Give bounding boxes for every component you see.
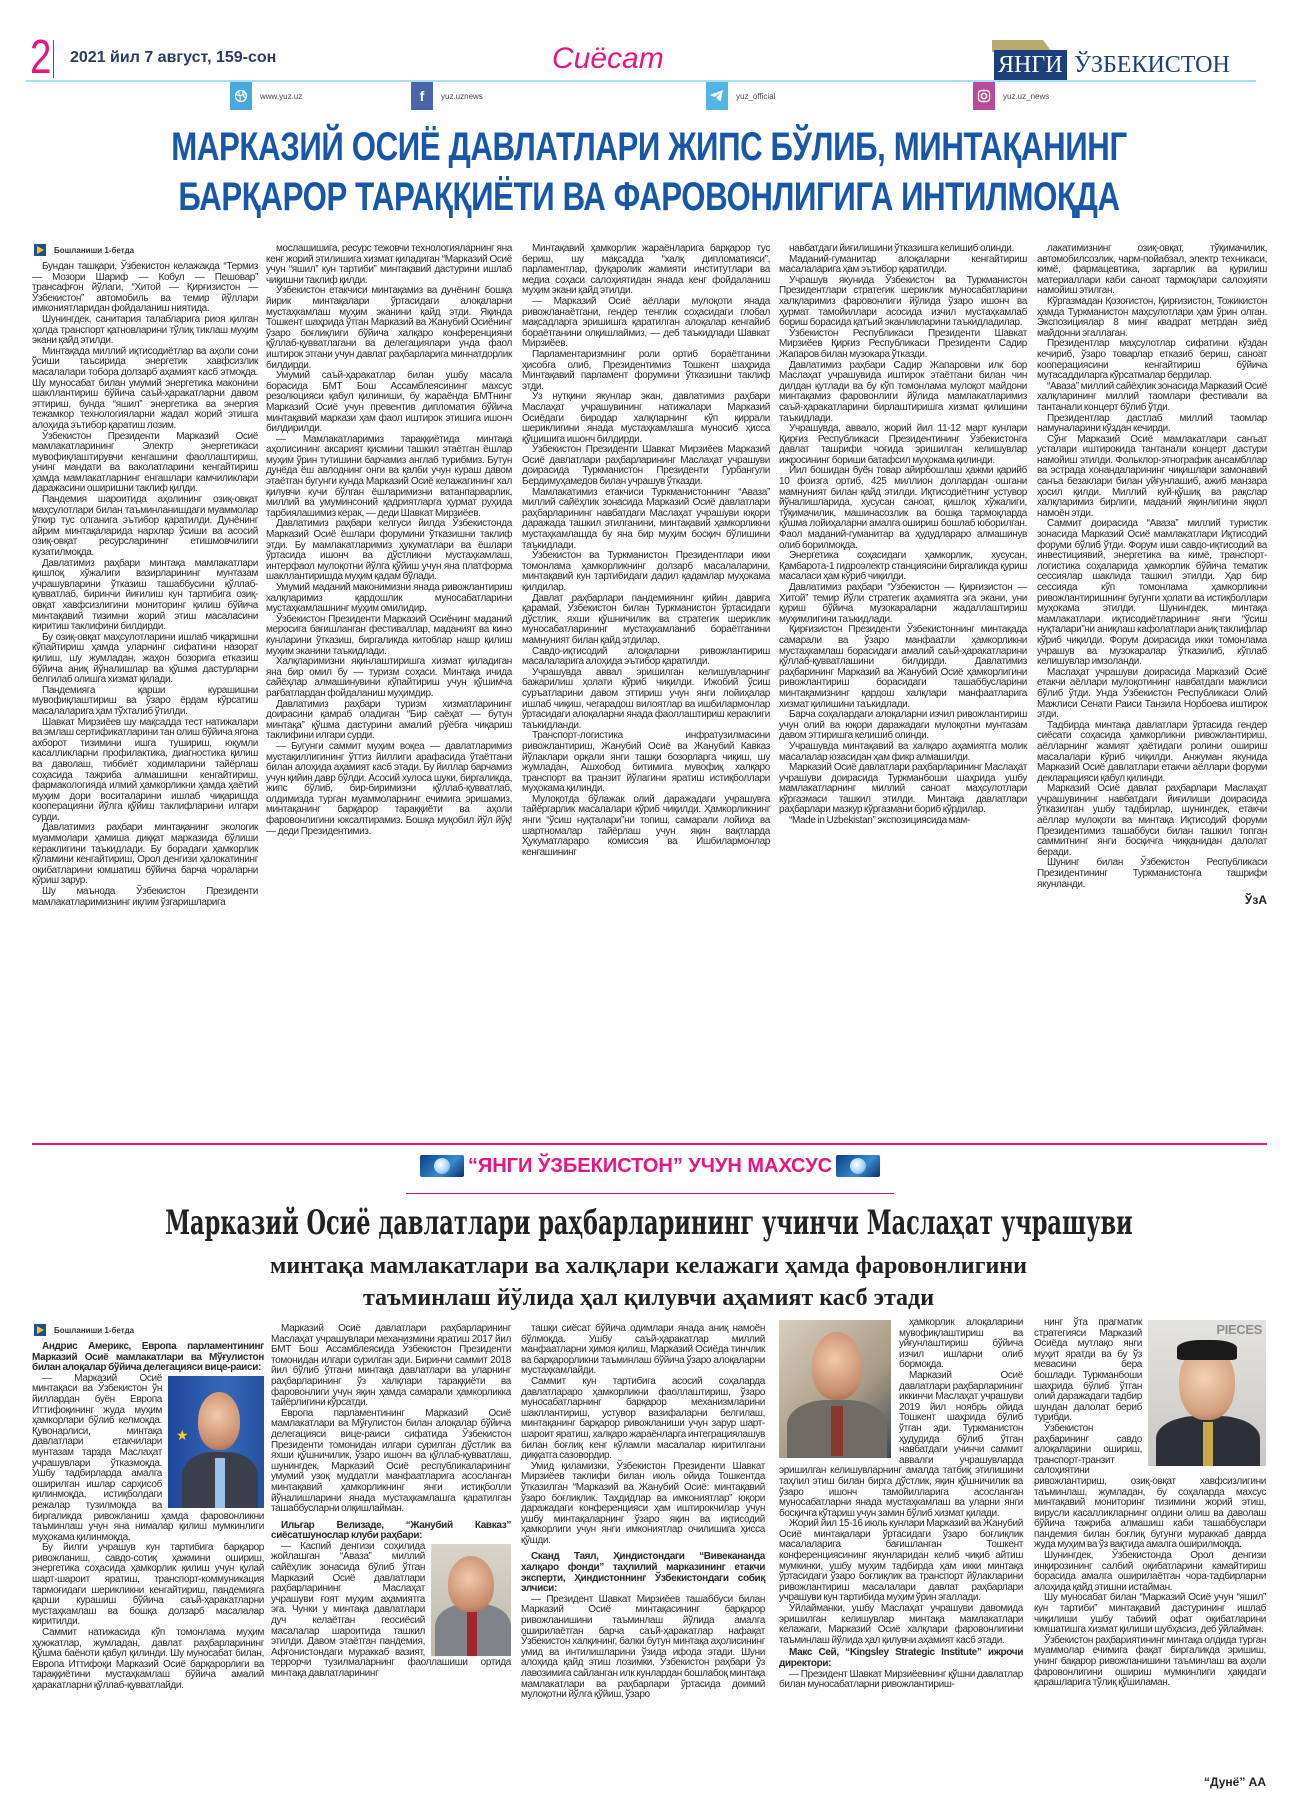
paragraph: Президентлар маҳсулотлар сифатини кўздан кечириб, ўзаро товарлар етказиб бериш, саноат кооперациясини кенгайтириш бўйича мутасаддиларга кўрсатмалар бердилар.	[1037, 338, 1267, 382]
paragraph: Мулоқотда бўлажак олий даражадаги учрашувга тайёргарлик масалалари кўриб чиқилди. Ҳамкорликнинг янги “ўсиш нуқталари”ни топиш, самарали лойиҳа ва шартномалар тайёрлаш учун яқин вақтларда Ҳукуматлараро комиссия ва Ишбилармонлар кенгашининг	[522, 793, 770, 858]
paragraph: — Президент Шавкат Мирзиёев ташаббуси билан Марказий Осиё минтақасининг барқарор ривожланишини таъминлаш йўлида амалга оширилаётган барча саъй-ҳаракатлар нафақат Ўзбекистон халқининг, балки бутун минтақа аҳолисининг умид ва интилишларини ўзида ифода этади. Шуни алоҳида қайд этиш лозимки, Ўзбекистон раҳбари ўз лавозимига сайланган илк кунлардан бошлабоқ минтақа мамлакатлари ва раҳбарлари ўртасида доимий мулоқотни йўлга қўйиш, ўзаро	[521, 1593, 765, 1701]
paragraph: Йил бошидан буён товар айирбошлаш ҳажми қарийб 10 фоизга ортиб, 425 миллион доллардан ошгани мамнуният билан қайд этилди. Иқтисодиётнинг устувор йўналишларида, хусусан саноат, қишлоқ хўжалиги, тўқимачилик, машинасозлик ва бошқа тармоқларда қўшма лойиҳаларни амалга ошириш бошлаб юборилган. Фаол маданий-гуманитар ва ҳудудлараро алмашинув олиб борилмоқда.	[779, 465, 1027, 551]
paragraph: Саммит натижасида кўп томонлама муҳим ҳужжатлар, жумладан, давлат раҳбарларининг Қўшма баёноти қабул қилинди. Шу муносабат билан, Европа Иттифоқи Марказий Осиё барқарорлиги ва тараққиётини мустаҳкамлаш бўйича амалий ҳаракатларни қўллаб-қувватлайди.	[32, 1627, 264, 1691]
photo-watermark: PIECES	[1216, 1322, 1262, 1337]
paragraph: Жорий йил 15-16 июль кунлари Марказий ва Жанубий Осиё минтақалари ўртасидаги ўзаро боғлиқлик масалаларига бағишланган Тошкент конференциясининг якунларидан келиб чиқиб айтиш мумкинки, ушбу муҳим тадбирда ҳам икки минтақа ўртасидаги ўзаро боғлиқлик ва транспорт йўлакларини ривожлантириш масалалари давлат раҳбарлари учрашуви кун тартибида муҳим ўрин эгаллади.	[779, 1518, 1023, 1604]
paragraph: Бундан ташқари, Ўзбекистон келажакда “Термиз — Мозори Шариф — Кобул — Пешовар” трансафғон йўлаги, “Хитой — Қирғизистон — Ўзбекистон” автомобиль ва темир йўллари имкониятларидан фойдаланиш ниятида.	[32, 261, 258, 315]
section-divider	[32, 1143, 1267, 1145]
paragraph: Учрашув якунида Ўзбекистон ва Туркманистон Президентлари стратегик шериклик муносабатларини халқларимиз фаровонлиги йўлида ўзаро ишонч ва ҳурмат тамойиллари асосида изчил мустаҳкамлаб бориш борасида қатъий эканликларини таъкидладилар.	[779, 274, 1027, 329]
paragraph: Давлатимиз раҳбари келгуси йилда Ўзбекистонда Марказий Осиё ёшлари форумини ўтказишни таклиф этди. Бу мамлакатларимиз ҳукуматлари ва ёшлари ўртасида ишонч ва дўстликни мустаҳкамлаш, интерфаол мулоқотни йўлга қўйиш учун яна платформа шакллантиришда муҳим қадам бўлади.	[266, 518, 512, 583]
issue-date: 2021 йил 7 август, 159-сон	[70, 49, 277, 66]
paragraph: Ўзбекистон ва Туркманистон Президентлари икки томонлама ҳамкорликнинг долзарб масалаларини, минтақавий кун тартибидаги дадил қадамлар муҳокама қилдилар.	[522, 550, 770, 593]
hair-shape	[1177, 1340, 1237, 1360]
paragraph: Шунингдек, санитария талабларига риоя қилган ҳолда транспорт қатновларини тўлиқ тиклаш муҳим экани қайд этилди.	[32, 313, 258, 347]
paragraph: Маданий-гуманитар алоқаларни кенгайтириш масалаларига ҳам эътибор қаратилди.	[779, 253, 1027, 276]
paragraph: Ўзбекистон раҳбарининг савдо алоқаларини ошириш, транспорт-транзит салоҳиятини ривожлантириш, озиқ-овқат хавфсизлигини таъминлаш, жумладан, бу соҳаларда махсус минтақавий мониторинг тизимини жорий этиш, вирусли касалликларнинг олдини олиш ва даволаш бўйича тажриба алмашиш каби ташаббуслари пандемия билан боғлиқ бугунги мураккаб даврда жуда муҳим ва ўз вақтида амалга оширилмоқда.	[1034, 1422, 1266, 1551]
paragraph: лакатимизнинг озиқ-овқат, тўқимачилик, автомобилсозлик, чарм-пойабзал, электр техникаси, кимё, фармацевтика, заргарлик ва қурилиш материаллари каби саноат тармоқлари салоҳияти намойиш этилган.	[1037, 243, 1267, 297]
paragraph: Президентлар дастлаб миллий таомлар намуналарини кўздан кечирди.	[1037, 412, 1267, 435]
paragraph: Минтақавий ҳамкорлик жараёнларига барқарор тус бериш, шу мақсадда “халқ дипломатияси”, парламентлар, фуқаролик жамияти институтлари ва медиа соҳаси салоҳиятидан янада кенг фойдаланиш муҳим экани қайд этилди.	[522, 243, 770, 297]
masthead	[26, 31, 1256, 84]
instagram-icon	[973, 82, 995, 110]
paragraph: ҳамкорлик алоқаларини мувофиқлаштириш ва уйғунлаштириш бўйича изчил ишларни олиб бормоқда.	[899, 1317, 1023, 1371]
article2-signature: “Дунё” АА	[1204, 1775, 1266, 1789]
paragraph: Маслаҳат учрашуви доирасида Марказий Осиё етакчи аёллари мулоқотининг навбатдаги мажлиси бўлиб ўтди. Унда Ўзбекистон Республикаси Олий Мажлиси Сенати Раиси Танзила Норбоева иштирок этди.	[1037, 666, 1267, 721]
photo-skand-tayal	[779, 1320, 891, 1458]
paragraph: Марказий Осиё давлат раҳбарлари Маслаҳат учрашувининг навбатдаги йиғилиши доирасида ўтказилган ушбу тадбирлар, шунингдек, етакчи аёллар мулоқоти ва минтақа Иқтисодий форуми Президентимиз ташаббуси билан ташкил топган саммитнинг янги босқичга чиққанидан далолат беради.	[1037, 783, 1267, 858]
paragraph: Учрашувда минтақавий ва халқаро аҳамиятга молик масалалар юзасидан ҳам фикр алмашилди.	[779, 740, 1027, 763]
paragraph: Умид қиламизки, Ўзбекистон Президенти Шавкат Мирзиёев таклифи билан июль ойида Тошкентда ўтказилган “Марказий ва Жанубий Осиё: минтақавий ўзаро боғлиқлик. Таҳдидлар ва имкониятлар” юқори даражадаги конференцияси ҳам иштирокчилар учун ушбу минтақаларнинг ўзаро яқин ва иқтисодий ҳамкорлиги учун янги имкониятлар очилишига ҳисса қўшди.	[521, 1460, 765, 1546]
paragraph: — Бугунги саммит муҳим воқеа — давлатларимиз мустақиллигининг ўттиз йиллиги арафасида ўтаётгани билан алоҳида аҳамият касб этади. Бу йиллар барчамиз учун қийин давр бўлди. Асосий хулоса шуки, биргаликда, жипс бўлиб, бир-биримизни қўллаб-қувватлаб, олдимизда турган муаммоларнинг ечимига эришамиз, минтақанинг барқарор тараққиёти ва аҳоли фаровонлигини юксалтирамиз. Бошқа муқобил йўл йўқ! — деди Президентимиз.	[266, 740, 512, 837]
social-link-label: yuz.uznews	[441, 91, 483, 101]
paragraph: — Марказий Осиё минтақаси ва Ўзбекистон ўн йиллардан буён Европа Иттифоқининг жуда муҳим ҳамкорлари бўлиб келмоқда. Қувонарлиси, минтақа давлатлари етакчилари мунтазам тарзда Маслаҳат учрашувлари ўтказмоқда. Ушбу тадбирларда амалга оширилган ишлар сарҳисоб қилинмоқда, истиқболдаги режалар тузилмоқда ва биргаликда ривожланиш ҳамда фаровонликни таъминлаш учун яна нималар қилиш мумкинлиги муҳокама қилинмоқда.	[32, 1372, 264, 1543]
paragraph: Шу маънода Ўзбекистон Президенти мамлакатларимизнинг иқлим ўзгаришларига	[32, 886, 258, 908]
quote-attribution: Ильгар Велизаде, “Жанубий Кавказ” сиёсатшунослар клуби раҳбари:	[271, 1519, 511, 1542]
paragraph: Мамлакатимиз етакчиси Туркманистоннинг “Аваза” миллий сайёҳлик зонасида Марказий Осиё давлатлари раҳбарларининг навбатдаги Маслаҳат учрашуви юқори даражада ташкил этилганини, минтақавий ҳамкорликни мустаҳкамлашда бу яна бир муҳим босқич бўлишини таъкидлади.	[522, 486, 770, 551]
paragraph: нинг ўта прагматик стратегияси Марказий Осиёда мутлақо янги муҳит яратди ва бу ўз мевасини бера бошлади. Туркманбоши шаҳрида бўлиб ўтган олий даражадаги тадбир шундан далолат бериб турибди.	[1034, 1317, 1142, 1424]
photo-max-sei	[1148, 1320, 1266, 1466]
social-links-bar	[26, 82, 1256, 112]
continued-label: Бошланиши 1-бетда	[54, 1325, 135, 1335]
paragraph: Минтақада миллий иқтисодиётлар ва аҳоли сони ўсиши таъсирида энергетик хавфсизлик масалалари тобора долзарб аҳамият касб этмоқда. Шу муносабат билан умумий энергетика маконини шакллантириш бўйича саъй-ҳаракатларни давом эттириш, бунда “яшил” энергетика ва энергия тежамкор технологияларни жадал жорий этишга алоҳида эътибор қаратиш лозим.	[32, 345, 258, 431]
article2-column-2	[271, 1324, 511, 1680]
continued-note	[34, 244, 134, 256]
article2-column-4	[779, 1318, 1023, 1691]
paragraph: Ўз нутқини якунлар экан, давлатимиз раҳбари Маслаҳат учрашувининг натижалари Марказий Осиёдаги биродар халқларнинг кўп қиррали шериклигини янада мустаҳкамлашга муносиб ҳисса қўшишига ишонч билдирди.	[522, 391, 770, 445]
paragraph: Ўзбекистон Республикаси Президенти Шавкат Мирзиёев Қирғиз Республикаси Президенти Садир Жапаров билан музокара ўтказди.	[779, 327, 1027, 360]
continued-label: Бошланиши 1-бетда	[54, 245, 135, 255]
article2-column-2-text	[271, 1324, 511, 1515]
quote-attribution: Андрис Америкс, Европа парламентининг Марказий Осиё мамлакатлари ва Мўғулистон билан алоқалар бўйича делегацияси вице-раиси:	[32, 1341, 264, 1374]
article-headline-wrap	[20, 122, 1277, 232]
telegram-icon	[706, 82, 728, 110]
paragraph: Кўргазмадан Қозоғистон, Қирғизистон, Тожикистон ҳамда Туркманистон маҳсулотлари ҳам ўрин олган. Экспозициялар 8 минг квадрат метрдан зиёд майдонни эгаллаган.	[1037, 295, 1267, 339]
paragraph: Шунинг билан Ўзбекистон Республикаси Президентининг Туркманистонга ташрифи якунланди.	[1037, 857, 1267, 890]
article-column-5	[1037, 244, 1267, 890]
web-icon	[230, 82, 252, 110]
paragraph: Ўзбекистон Президенти Марказий Осиё мамлакатларининг Электр энергетикаси мувофиқлаштирувчи кенгашини фаоллаштириш, унинг мандати ва ваколатларини кенгайтириш ҳамда мамлакатларнинг енгашлари камчиликлари даражасини оширишни таклиф қилди.	[32, 430, 258, 495]
article2-column-3	[521, 1324, 765, 1701]
article-column-4	[779, 244, 1027, 827]
photo-andris-ameriks	[168, 1376, 264, 1508]
article2-column-3-text	[521, 1324, 765, 1546]
section-title: Сиёсат	[552, 42, 664, 75]
article-column-1	[32, 262, 258, 908]
quote-attribution: Сканд Таял, Ҳиндистондаги “Вивекананда халқаро фонди” таҳлилий марказининг етакчи эксперти, Ҳиндистоннинг Ўзбекистондаги собиқ элчиси:	[521, 1551, 765, 1595]
paragraph: Ўзбекистон раҳбариятининг минтақа олдида турган муаммолар ечимига фақат биргаликда эришиш, унинг бақарор ривожланишини таъминлаш ва аҳоли фаровонлигини ошириш мумкинлиги ҳақидаги қарашларига тўлиқ қўшиламан.	[1034, 1634, 1266, 1689]
paragraph: — Президент Шавкат Мирзиёевнинг қўшни давлатлар билан муносабатларни ривожлантириш-	[779, 1668, 1023, 1691]
article-signature: ЎзА	[1244, 893, 1267, 908]
article2-column-4-text-2	[779, 1670, 1023, 1691]
quote-attribution: Макс Сей, “Kingsley Strategic Institute” ижрочи директори:	[779, 1647, 1023, 1669]
social-link-facebook[interactable]	[411, 82, 483, 110]
social-link-web[interactable]	[230, 82, 302, 110]
paragraph: Шу муносабат билан “Марказий Осиё учун “яшил” кун тартиби” минтақавий дастурининг ишлаб чиқилиши ушбу табиий офат оқибатларини юмшатишга хизмат қилиши шубҳасиз, деб ўйлайман.	[1034, 1592, 1266, 1636]
paragraph: — Мамлакатларимиз тараққиётида минтақа аҳолисининг аксарият қисмини ташкил этаётган ёшлар муҳим ўрин тутишини барчамиз англаб турибмиз. Бутун дунёда ёш авлоднинг онги ва қалби учун кураш давом этаётган бугунги кунда Марказий Осиё келажагининг хал қилувчи кучи бўлган ёшларимизни ватанпарварлик, миллий ва умуминсоний қадриятларга ҳурмат руҳида тарбиялашимиз керак, — деди Шавкат Мирзиёев.	[266, 433, 512, 519]
social-link-label: www.yuz.uz	[260, 91, 303, 101]
article2-column-1	[32, 1342, 264, 1692]
paragraph: Транспорт-логистика инфратузилмасини ривожлантириш, Жанубий Осиё ва Жанубий Кавказ йўлаклари орқали янги ташқи бозорларга чиқиш, шу жумладан, Ашхобод битимига мувофиқ халқаро транспорт ва транзит йўлагини яратиш истиқболлари муҳокама қилинди.	[522, 730, 770, 795]
paragraph: Савдо-иқтисодий алоқаларни ривожлантириш масалаларига алоҳида эътибор қаратилди.	[522, 645, 770, 668]
globe-icon	[420, 1155, 464, 1177]
paragraph: Саммит доирасида “Аваза” миллий туристик зонасида Марказий Осиё мамлакатлари Иқтисодий форуми бўлиб ўтди. Форум иши савдо-иқтисодий ва инвестициявий, энергетика ва кимё, транспорт-логистика соҳаларида ҳамкорлик бўйича тематик сессиялар шаклида ташкил этилди. Ҳар бир сессияда кўп томонлама ҳамкорликни ривожлантиришнинг бугунги ҳолати ва истиқболлари муҳокама этилди. Шунингдек, минтақа мамлакатлари иқтисодиётларининг янги “ўсиш нуқталари”ни аниқлаш кафолатлари аниқ таклифлар кўриб чиқилди. Форум доирасида икки томонлама учрашув ва музокаралар ўтказилиб, кўплаб келишувлар имзоланди.	[1037, 518, 1267, 668]
paragraph: Умумий маданий маконимизни янада ривожлантириш халқларимиз қардошлик муносабатларини мустаҳкамлашнинг муҳим омилидир.	[266, 582, 512, 615]
page-number: 2	[30, 31, 52, 84]
special-banner-text: “ЯНГИ ЎЗБЕКИСТОН” УЧУН МАХСУС	[467, 1154, 833, 1177]
social-link-label: yuz_official	[736, 91, 776, 101]
paragraph: Саммит кун тартибига асосий соҳаларда давлатлараро ҳамкорликни фаоллаштириш, ўзаро муносабатларнинг барқарор механизмларини шакллантириш, устувор вазифаларни белгилаш, минтақанинг барқарор ривожланиши учун зарур шарт-шароит яратиш, халқаро жараёнларга интеграциялашув билан боғлиқ кенг кўламли масалалар киритилгани диққатга сазовордир.	[521, 1375, 765, 1462]
paragraph: Ўзбекистон Президенти Марказий Осиёнинг маданий меросига бағишланган фестиваллар, маданият ва кино кунларини ўтказиш, биргаликда китоблар нашр қилиш муҳим эканини таъкидлади.	[266, 613, 512, 657]
paragraph: Давлатимиз раҳбари “Ўзбекистон — Қирғизистон — Хитой” темир йўли стратегик аҳамиятга эга экани, уни қуриш бўйича музокараларни жадаллаштириш муҳимлигини таъкидлади.	[779, 582, 1027, 625]
paragraph: Давлат раҳбарлари пандемиянинг қийин даврига қарамай, Ўзбекистон билан Туркманистон ўртасидаги дўстлик, яхши қўшничилик ва стратегик шериклик муносабатларининг мустаҳкамланиб бораётганини мамнуният билан қайд этдилар.	[522, 592, 770, 646]
eu-star-icon: ★	[176, 1426, 189, 1443]
paragraph: Пандемияга қарши курашишни мувофиқлаштириш ва ўзаро ёрдам кўрсатиш масалаларига ҳам тўхталиб ўтилди.	[32, 684, 258, 717]
deck-line-2: таъминлаш йўлида ҳал қилувчи аҳамият касб этади	[362, 1285, 935, 1311]
logo-text: ЎЗБЕКИСТОН	[1074, 52, 1230, 78]
article2-column-5	[1034, 1318, 1266, 1689]
special-banner	[400, 1151, 900, 1181]
social-link-telegram[interactable]	[706, 82, 775, 110]
paragraph: Барча соҳалардаги алоқаларни изчил ривожлантириш учун олий ва юқори даражадаги мулоқотни мунтазам давом эттиришга келишиб олинди.	[779, 709, 1027, 742]
continued-note	[34, 1324, 134, 1336]
paragraph: Марказий Осиё давлатлари раҳбарларининг Маслаҳат учрашуви доирасида Туркманбоши шаҳрида ушбу мамлакатларнинг миллий саноат маҳсулотлари кўргазмаси ташкил этилди. Минтақа давлатлари раҳбарлари мазкур кўргазмани бориб кўрдилар.	[779, 762, 1027, 816]
article-column-2	[266, 244, 512, 837]
paragraph: Ўзбекистон етакчиси минтақамиз ва дунёнинг бошқа йирик минтақалари ўртасидаги алоқаларни мустаҳкамлаш муҳим эканини қайд этди. Яқинда Тошкент шаҳрида ўтган Марказий ва Жанубий Осиёнинг ўзаро боғлиқлиги бўйича халқаро конференцияни қўллаб-қувватлагани ва делегациялари унда фаол иштирок этгани учун давлат раҳбарларига миннатдорлик билдирди.	[266, 285, 512, 371]
paragraph: Бу йилги учрашув кун тартибига барқарор ривожланиш, савдо-сотиқ ҳажмини ошириш, энергетика соҳасида ҳамкорлик қилиш учун қулай шарт-шароит яратиш, транспорт-коммуникация тармоғидаги шерикликни кенгайтириш, пандемияга қарши курашиш бўйича саъй-ҳаракатларни мустаҳкамлаш ва бошқа долзарб масалалар киритилди.	[32, 1542, 264, 1628]
newspaper-logo[interactable]	[992, 40, 1256, 78]
paragraph: Марказий Осиё давлатлари раҳбарларининг Маслаҳат учрашувлари механизмини яратиш 2017 йил БМТ Бош Ассамблеясида Ўзбекистон Президенти томонидан илгари сурилган эди. Биринчи саммит 2018 йил бўлиб ўтгани минтақа давлатлари ва уларнинг раҳбарларининг ўз халқлари тараққиёти ва фаровонлиги учун яқин ҳамда самарали ҳамкорликка тайёрлигини кўрсатди.	[271, 1323, 511, 1409]
facebook-icon: f	[411, 82, 433, 110]
play-arrow-icon	[34, 1324, 46, 1336]
paragraph: Ўзбекистон Президенти Шавкат Мирзиёев Марказий Осиё давлатлари раҳбарларининг Маслаҳат учрашуви доирасида Туркманистон Президенти Гурбангули Бердимуҳамедов билан учрашув ўтказди.	[522, 444, 770, 488]
paragraph: “Аваза” миллий сайёҳлик зонасида Марказий Осиё халқларининг миллий таомлари фестивали ва тантанали концерт бўлиб ўтди.	[1037, 380, 1267, 413]
paragraph: “Made in Uzbekistan” экспозициясида мам-	[789, 815, 971, 827]
article2-column-3-text-2	[521, 1595, 765, 1701]
paragraph: Давлатимиз раҳбари Садир Жапаровни илк бор Маслаҳат учрашувида иштирок этаётгани билан чин дилдан қутлади ва бу кўп томонлама мулоқот майдони минтақамиз фаровонлиги йўлида мамлакатларимиз саъй-ҳаракатларини бирлаштиришга хизмат қилишини таъкидлади.	[779, 359, 1027, 424]
paragraph: — Марказий Осиё аёллари мулоқоти янада ривожланаётгани, гендер тенглик соҳасидаги глобал мақсадларга эришишга қаратилган алоқалар кенгайиб бораётганини олқишлаймиз, — деб таъкидлади Шавкат Мирзиёев.	[522, 295, 770, 350]
paragraph: Қирғизистон Президенти Ўзбекистоннинг минтақада самарали ва ўзаро манфаатли ҳамкорликни мустаҳкамлаш борасидаги амалий саъй-ҳаракатларини қўллаб-қувватлашини билдирди. Давлатимиз раҳбарининг Марказий ва Жанубий Осиё ҳамкорлигини ривожлантириш борасидаги ташаббусларини минтақамизнинг қардош халқлари манфаатларига хизмат қилишини таъкидлади.	[779, 624, 1027, 710]
paragraph: Халқларимизни яқинлаштиришга хизмат қиладиган яна бир омил бу — туризм соҳаси. Минтақа ичида сайёҳлар алмашинувини кўпайтириш учун қўшимча рағбатлардан фойдаланиш муҳимдир.	[266, 656, 512, 699]
photo-ilgar-velizade	[431, 1544, 511, 1656]
social-link-instagram[interactable]	[973, 82, 1049, 110]
paragraph: Сўнг Марказий Осиё мамлакатлари санъат усталари иштирокида тантанали концерт дастури намойиш этилди. Фольклор-этнографик ансамбллар ва эстрада хонандаларининг чиқишлари замонавий санъа безаклари билан уйғунлашиб, ажиб манзара ҳосил қилди. Миллий куй-қўшиқ ва рақслар халқларимиз бирлиги, маданий яқинлигини яққол намоён этди.	[1037, 433, 1267, 519]
social-link-label: yuz.uz_news	[1003, 91, 1050, 101]
globe-icon	[836, 1155, 880, 1177]
paragraph: Давлатимиз раҳбари минтақанинг экологик муаммолари ҳамиша диққат марказида бўлиши кераклигини таъкидлади. Бу борадаги ҳамкорлик кўламини кенгайтириш, Орол денгизи ҳалокатининг оқибатларини юмшатиш бўйича барча чораларни кўриш зарур.	[32, 822, 258, 887]
banner-underline	[406, 1193, 894, 1194]
paragraph: Умумий саъй-ҳаракатлар билан ушбу масала борасида БМТ Бош Ассамблеясининг махсус резолюцияси қабул қилиниши, бу жараёнда БМТнинг Марказий Осиё учун превентив дипломатия бўйича минтақавий маркази ҳам фаол иштирок этишига ишонч билдирилди.	[266, 370, 512, 435]
page-number-divider	[53, 40, 54, 78]
paragraph: Энергетика соҳасидаги ҳамкорлик, хусусан, Қамбарота-1 гидроэлектр станциясини биргаликда қуриш масаласи ҳам кўриб чиқилди.	[779, 550, 1027, 583]
paragraph: Марказий Осиё давлатлари раҳбарларининг иккинчи Маслаҳат учрашуви 2019 йил ноябрь ойида Тошкент шаҳрида бўлиб ўтган эди. Туркманистон ҳудудида бўлиб ўтган навбатдаги учинчи саммит аввалги учрашувларда эришилган келишувларнинг амалда татбиқ этилишини таҳлил этиш билан бирга дўстлик, яқин қўшничилик ва ўзаро ишонч тамойилларига асосланган муносабатларни янада мустаҳкамлаш ва уларни янги босқичга кўтариш учун замин бўлиб хизмат қилади.	[779, 1369, 1023, 1519]
play-arrow-icon	[34, 244, 46, 256]
paragraph: Пандемия шароитида аҳолининг озиқ-овқат маҳсулотлари билан таъминланишдаги муаммолар ўткир тус олганига эътибор қаратилди. Дунёнинг айрим минтақаларида нархлар ўсиши ва асосий озиқ-овқат ресурсларининг етишмовчилиги кузатилмоқда.	[32, 494, 258, 559]
paragraph: ташқи сиёсат бўйича одимлари янада аниқ намоён бўлмоқда. Ушбу саъй-ҳаракатлар миллий манфаатларни ҳимоя қилиш, Марказий Осиёда тинчлик ва барқарорликни таъминлаш бўйича ўзаро алоқаларни мустаҳкамлайди.	[521, 1323, 765, 1377]
article-title: Марказий Осиё давлатлари раҳбарларининг учинчи Маслаҳат учрашуви	[164, 1203, 1133, 1243]
article-column-3	[522, 244, 770, 858]
paragraph: Тадбирда минтақа давлатлари ўртасида гендер сиёсати соҳасида ҳамкорликни ривожлантириш, аёлларнинг жамият ҳаётидаги ролини ошириш масалалари кўриб чиқилди. Анжуман якунида Марказий Осиё давлатлари етакчи аёллари форуми декларацияси қабул қилинди.	[1037, 719, 1267, 784]
paragraph: Учрашувда аввал эришилган келишувларнинг бажарилиш ҳолати кўриб чиқилди. Ижобий ўсиш суръатларини давом эттириш учун янги лойиҳалар ишлаб чиқиш, чегарадош вилоятлар ва ишбилармонлар ўртасидаги алоқаларни янада фаоллаштириш кераклиги таъкидланди.	[522, 666, 770, 731]
paragraph: Парламентаризмнинг роли ортиб бораётганини ҳисобга олиб, Президентимиз Тошкент шаҳрида Минтақавий парламент форумини ўтказишни таклиф этди.	[522, 348, 770, 392]
article-title-wrap	[20, 1201, 1277, 1247]
paragraph: Бу озиқ-овқат маҳсулотларини ишлаб чиқаришни кўпайтириш ҳамда уларнинг сифатини назорат қилиш, шу жумладан, жаҳон бозорига етказиш бўйича аниқ йўналишлар ва қўшма дастурларни белгилаб олишга хизмат қилади.	[32, 631, 258, 686]
paragraph: Шавкат Мирзиёев шу мақсадда тест натижалари ва эмлаш сертификатларини тан олиш бўйича ягона ахборот тизимини ишга тушириш, юқумли касалликларни профилактика, диагностика қилиш ва даволаш, тиббиёт ходимларини тайёрлаш соҳасида тажриба алмашишни кенгайтириш, фармакологияда илмий ҳамкорликни ҳамда ҳаётий муҳим дори воситаларини ишлаб чиқаришда кооперацияни йўлга қўйиш таклифларини илгари сурди.	[32, 716, 258, 823]
article-deck	[60, 1250, 1237, 1314]
paragraph: — Каспий денгизи соҳилида жойлашган “Аваза” миллий сайёҳлик зонасида бўлиб ўтган Марказий Осиё давлатлари раҳбарларининг Маслаҳат учрашуви ғоят муҳим аҳамиятга эга. Чунки у минтақа давлатлари дуч келаётган геосиёсий масалалар шароитида ташкил этилди. Давом этаётган пандемия, Афғонистондаги мураккаб вазият, террорчи тузилмаларнинг фаоллашиши ортида минтақа давлатларининг	[271, 1540, 511, 1679]
paragraph: Шунингдек, Ўзбекистонда Орол денгизи инқирозининг салбий оқибатларини камайтириш борасида амалга оширилаётган чора-тадбирларни алоҳида қайд этишни истайман.	[1034, 1550, 1266, 1593]
paragraph: Ўйлайманки, ушбу Маслаҳат учрашуви давомида эришилган келишувлар минтақа мамлакатлари келажаги, Марказий Осиё халқлари фаровонлигини таъминлаш йўлида ҳал қилувчи аҳамият касб этади.	[779, 1603, 1023, 1646]
paragraph: Учрашувда, аввало, жорий йил 11-12 март кунлари Қирғиз Республикаси Президентининг Ўзбекистонга давлат ташрифи чоғида эришилган келишувлар ижросининг бориши батафсил муҳокама қилинди.	[779, 423, 1027, 466]
paragraph: мослашишига, ресурс тежовчи технологияларнинг яна кенг жорий этилишига хизмат қиладиган “Марказий Осиё учун “яшил” кун тартиби” минтақавий дастурини ишлаб чиқишни таклиф қилди.	[266, 243, 512, 286]
deck-line-1: минтақа мамлакатлари ва халқлари келажаги ҳамда фаровонлигини	[270, 1253, 1027, 1279]
paragraph: Давлатимиз раҳбари минтақа мамлакатлари қишлоқ хўжалиги вазирларининг мунтазам учрашувларини ўтказиш ташаббусини қўллаб-қувватлаб, биринчи йиғилиш кун тартибига озиқ-овқат хавфсизлигини мониторинг қилиш бўйича минтақавий тизимни жорий этиш масаласини киритиш таклифини билдирди.	[32, 557, 258, 633]
paragraph: Давлатимиз раҳбари туризм хизматларининг доирасини қамраб оладиган “Бир саёҳат — бутун минтақа” қўшма дастурини амалий рўёбга чиқариш таклифини илгари сурди.	[266, 698, 512, 742]
article-column-5-wrap	[1037, 244, 1267, 907]
paragraph: Европа парламентининг Марказий Осиё мамлакатлари ва Мўғулистон билан алоқалар бўйича делегацияси вице-раиси сифатида Ўзбекистон Президенти томонидан илгари сурилган дўстлик ва яхши қўшничилик, ўзаро ишонч ва қўллаб-қувватлаш, шунингдек, Марказий Осиё республикаларининг умумий узоқ муддатли манфаатларига асосланган минтақавий ҳамкорликнинг янги истиқболли йўналишларини янада мустаҳкамлашга қаратилган ташаббусларни олқишлайман.	[271, 1407, 511, 1515]
article-headline: МАРКАЗИЙ ОСИЁ ДАВЛАТЛАРИ ЖИПС БЎЛИБ, МИНТАҚАНИНГ БАРҚАРОР ТАРАҚҚИЁТИ ВА ФАРОВОНЛИГИГА ИНТИЛМОҚДА	[170, 125, 1127, 219]
logo-box-text: ЯНГИ	[994, 50, 1067, 80]
paragraph: навбатдаги йиғилишини ўтказишга келишиб олинди.	[789, 243, 1014, 254]
